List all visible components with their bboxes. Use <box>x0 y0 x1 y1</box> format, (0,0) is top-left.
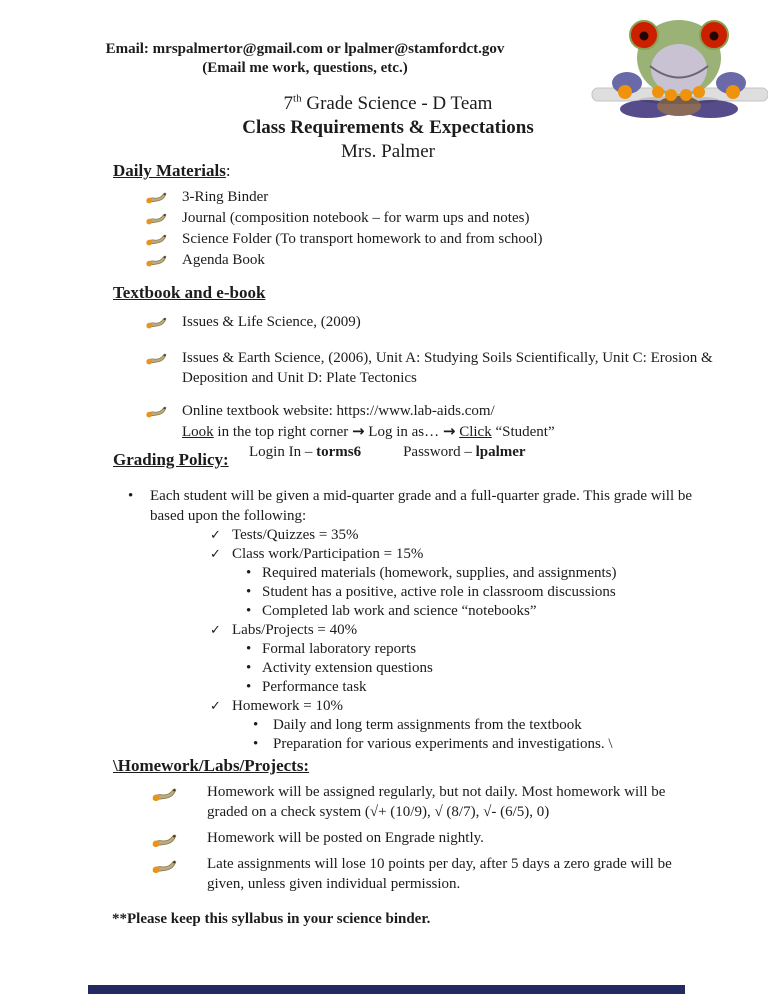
grading-check-item <box>210 621 733 640</box>
daily-materials-section <box>113 161 713 271</box>
email-note: (Email me work, questions, etc.) <box>202 60 408 76</box>
grading-sub-item <box>246 659 733 678</box>
email-header <box>85 40 525 78</box>
list-item <box>145 312 733 332</box>
grading-check-label: Homework = 10% <box>232 698 343 714</box>
grading-sub-item <box>253 735 733 754</box>
bullet-glyph: • <box>246 584 252 600</box>
homework-item-label: Homework will be posted on Engrade nightly. <box>207 830 484 846</box>
bullet-glyph: • <box>246 641 252 657</box>
frog-bullet-icon <box>145 210 169 225</box>
list-item <box>145 348 733 388</box>
grading-sub-label: Performance task <box>262 679 367 695</box>
grading-sub-label: Formal laboratory reports <box>262 641 417 657</box>
textbook-nav-line: Look in the top right corner → Log in as… → Click “Student” <box>182 422 555 440</box>
checkmark-icon: ✓ <box>210 528 221 543</box>
list-item <box>145 229 713 250</box>
frog-bullet-icon <box>151 784 179 802</box>
grading-check-label: Labs/Projects = 40% <box>232 622 358 638</box>
grading-sub-item <box>246 564 733 583</box>
right-arrow-glyph: → <box>442 422 456 440</box>
grading-sub-label: Preparation for various experiments and investigations. \ <box>273 736 613 752</box>
syllabus-keep-note: **Please keep this syllabus in your science binder. <box>112 911 431 927</box>
grading-sub-label: Completed lab work and science “notebooks” <box>262 603 537 619</box>
textbook-login-line: Login In – torms6 Password – lpalmer <box>249 444 526 460</box>
frog-bullet-icon <box>151 856 179 874</box>
title-line-2: Class Requirements & Expectations <box>242 117 534 138</box>
title-line-1: 7th Grade Science - D Team <box>283 92 493 114</box>
grading-check-label: Tests/Quizzes = 35% <box>232 527 359 543</box>
textbook-website-line: Online textbook website: https://www.lab-aids.com/ <box>182 403 495 419</box>
frog-bullet-icon <box>145 350 169 365</box>
bullet-glyph: • <box>246 660 252 676</box>
bullet-glyph: • <box>246 679 252 695</box>
title-line-3: Mrs. Palmer <box>341 141 435 162</box>
list-item-label: Journal (composition notebook – for warm ups and notes) <box>182 210 530 226</box>
bullet-glyph: • <box>128 488 134 504</box>
frog-pupil-left <box>640 32 649 41</box>
grading-intro-bullet <box>128 486 703 526</box>
list-item-label: Science Folder (To transport homework to and from school) <box>182 231 543 247</box>
grading-sub-label: Student has a positive, active role in classroom discussions <box>262 584 616 600</box>
grading-intro-text: Each student will be given a mid-quarter grade and a full-quarter grade. This grade will be based upon the following: <box>150 488 693 524</box>
right-arrow-glyph: → <box>351 422 365 440</box>
login-password: lpalmer <box>475 444 526 460</box>
textbook-item-label: Issues & Life Science, (2009) <box>182 314 361 330</box>
grading-sub-item <box>246 678 733 697</box>
grading-policy-section <box>113 450 733 754</box>
grading-check-label: Class work/Participation = 15% <box>232 546 424 562</box>
grading-check-item <box>210 697 733 716</box>
bullet-glyph: • <box>246 603 252 619</box>
frog-toe <box>693 86 705 98</box>
grading-sub-label: Required materials (homework, supplies, and assignments) <box>262 565 617 581</box>
grading-sub-label: Daily and long term assignments from the textbook <box>273 717 582 733</box>
frog-bullet-icon <box>145 314 169 329</box>
login-username: torms6 <box>316 444 362 460</box>
list-item <box>145 208 713 229</box>
grading-sub-item <box>246 602 733 621</box>
frog-bullet-icon <box>145 403 169 418</box>
grading-sub-item <box>246 583 733 602</box>
checkmark-icon: ✓ <box>210 623 221 638</box>
grading-sub-label: Activity extension questions <box>262 660 433 676</box>
textbook-section <box>113 283 733 462</box>
textbook-heading: Textbook and e-book <box>113 283 266 302</box>
email-line: Email: mrspalmertor@gmail.com or lpalmer@stamfordct.gov <box>105 41 505 57</box>
homework-item-label: Late assignments will lose 10 points per day, after 5 days a zero grade will be given, unless given individual permission. <box>207 856 672 892</box>
grading-heading: Grading Policy: <box>113 450 229 469</box>
frog-bullet-icon <box>145 231 169 246</box>
list-item <box>151 854 733 894</box>
bullet-glyph: • <box>253 736 259 752</box>
list-item <box>145 187 713 208</box>
grading-check-item <box>210 545 733 564</box>
list-item-label: Agenda Book <box>182 252 265 268</box>
grading-sub-item <box>253 716 733 735</box>
document-title <box>88 92 688 164</box>
checkmark-icon: ✓ <box>210 699 221 714</box>
homework-heading: \Homework/Labs/Projects: <box>113 756 310 775</box>
homework-item-label: Homework will be assigned regularly, but not daily. Most homework will be graded on a check system (√+ (10/9), √ (8/7), √- (6/5), 0) <box>207 784 666 820</box>
grading-check-item <box>210 526 733 545</box>
bottom-page-edge-bar <box>88 985 685 994</box>
frog-foot-right <box>726 85 740 99</box>
grading-sub-item <box>246 640 733 659</box>
frog-bullet-icon <box>145 252 169 267</box>
bullet-glyph: • <box>253 717 259 733</box>
textbook-item-label: Issues & Earth Science, (2006), Unit A: Studying Soils Scientifically, Unit C: Erosion & Deposition and Unit D: Plate Tectonics <box>182 350 713 386</box>
homework-section <box>113 756 733 894</box>
list-item <box>151 782 733 822</box>
list-item-label: 3-Ring Binder <box>182 189 269 205</box>
frog-bullet-icon <box>151 830 179 848</box>
frog-bullet-icon <box>145 189 169 204</box>
bullet-glyph: • <box>246 565 252 581</box>
frog-pupil-right <box>710 32 719 41</box>
list-item <box>151 828 733 848</box>
daily-materials-heading: Daily Materials: <box>113 161 231 180</box>
checkmark-icon: ✓ <box>210 547 221 562</box>
list-item <box>145 250 713 271</box>
